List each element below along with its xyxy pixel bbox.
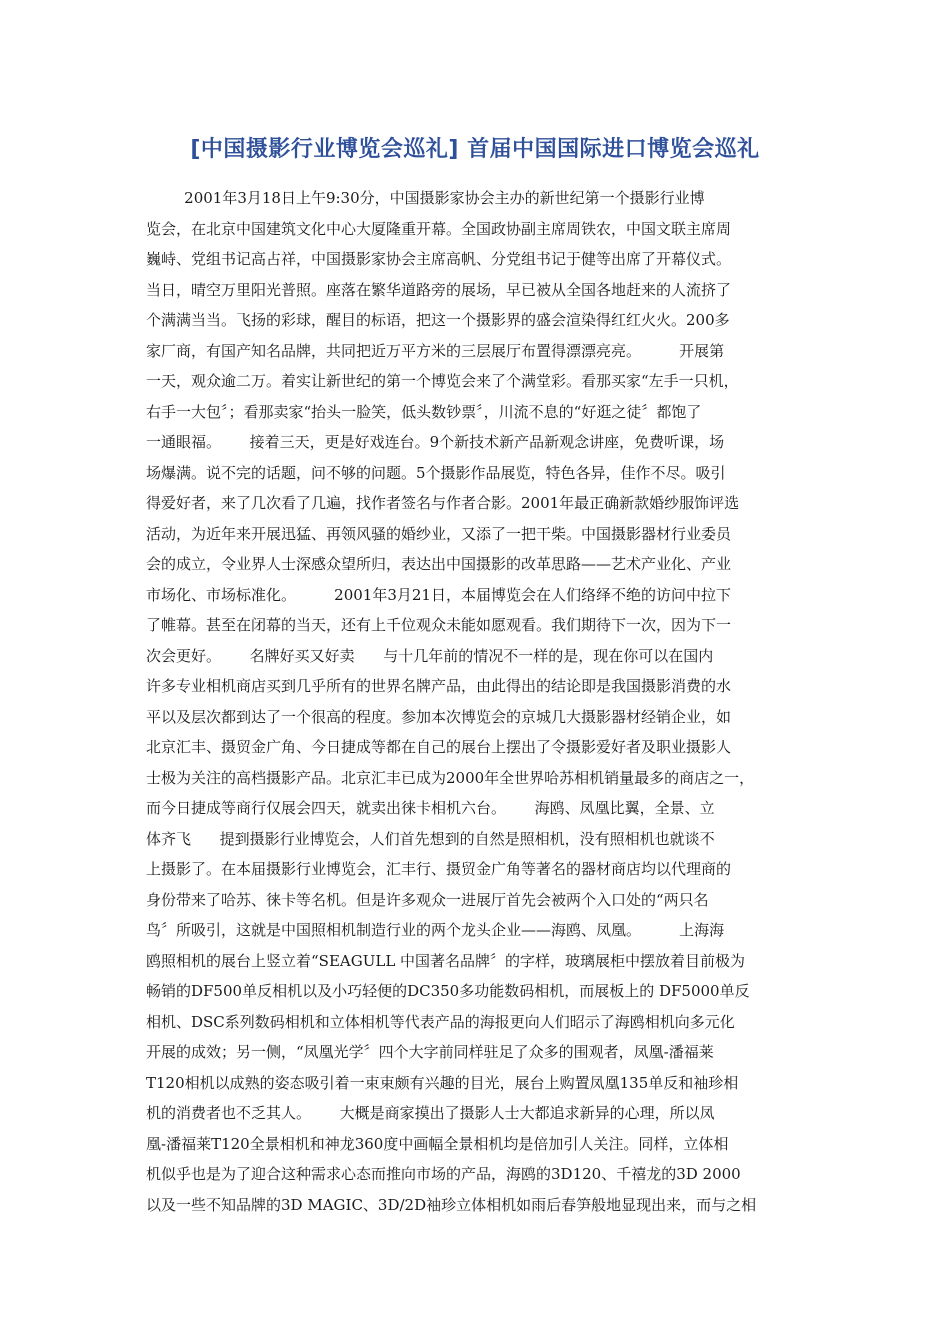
text-line: 览会，在北京中国建筑文化中心大厦隆重开幕。全国政协副主席周铁农，中国文联主席周 <box>146 219 732 238</box>
article-body <box>146 183 816 1220</box>
text-line: 一通眼福。 接着三天，更是好戏连台。9个新技术新产品新观念讲座，免费听课，场 <box>146 433 725 451</box>
text-line: 机似乎也是为了迎合这种需求心态而推向市场的产品，海鸥的3D120、千禧龙的3D 2000 <box>146 1165 741 1183</box>
text-line: 鸟〞所吸引，这就是中国照相机制造行业的两个龙头企业——海鸥、凤凰。 上海海 <box>146 921 725 939</box>
text-line: 机的消费者也不乏其人。 大概是商家摸出了摄影人士大都追求新异的心理，所以凤 <box>146 1104 715 1122</box>
text-line: 活动，为近年来开展迅猛、再领风骚的婚纱业，又添了一把干柴。中国摄影器材行业委员 <box>146 524 732 543</box>
text-line: 当日，晴空万里阳光普照。座落在繁华道路旁的展场，早已被从全国各地赶来的人流挤了 <box>146 280 732 299</box>
page-title: [中国摄影行业博览会巡礼] 首届中国国际进口博览会巡礼 <box>190 137 760 162</box>
text-line: 2001年3月18日上午9:30分，中国摄影家协会主办的新世纪第一个摄影行业博 <box>146 189 705 207</box>
text-line: 士极为关注的高档摄影产品。北京汇丰已成为2000年全世界哈苏相机销量最多的商店之一， <box>146 768 755 787</box>
text-line: 巍峙、党组书记高占祥，中国摄影家协会主席高帆、分党组书记于健等出席了开幕仪式。 <box>146 250 732 268</box>
text-line: 右手一大包〞；看那卖家“抬头一脸笑，低头数钞票〞，川流不息的“好逛之徒〞都饱了 <box>146 402 702 421</box>
text-line: 平以及层次都到达了一个很高的程度。参加本次博览会的京城几大摄影器材经销企业，如 <box>146 707 732 726</box>
text-line: 北京汇丰、摄贸金广角、今日捷成等都在自己的展台上摆出了令摄影爱好者及职业摄影人 <box>146 738 732 756</box>
text-line: 以及一些不知品牌的3D MAGIC、3D/2D袖珍立体相机如雨后春笋般地显现出来，而与之相 <box>146 1195 757 1214</box>
text-line: 上摄影了。在本届摄影行业博览会，汇丰行、摄贸金广角等著名的器材商店均以代理商的 <box>146 860 732 878</box>
text-line: 体齐飞 提到摄影行业博览会，人们首先想到的自然是照相机，没有照相机也就谈不 <box>146 829 715 848</box>
text-line: 畅销的DF500单反相机以及小巧轻便的DC350多功能数码相机，而展板上的 DF5000单反 <box>146 982 750 1000</box>
text-line: 而今日捷成等商行仅展会四天，就卖出徕卡相机六台。 海鸥、凤凰比翼，全景、立 <box>146 799 715 817</box>
text-line: 市场化、市场标准化。 2001年3月21日，本届博览会在人们络绎不绝的访问中拉下 <box>146 585 731 604</box>
text-line: 身份带来了哈苏、徕卡等名机。但是许多观众一进展厅首先会被两个入口处的“两只名 <box>146 890 709 909</box>
text-line: 会的成立，令业界人士深感众望所归，表达出中国摄影的改革思路——艺术产业化、产业 <box>146 555 732 573</box>
text-line: 了帷幕。甚至在闭幕的当天，还有上千位观众未能如愿观看。我们期待下一次，因为下一 <box>146 616 732 634</box>
text-line: 相机、DSC系列数码相机和立体相机等代表产品的海报更向人们昭示了海鸥相机向多元化 <box>146 1012 735 1031</box>
text-line: 个满满当当。飞扬的彩球，醒目的标语，把这一个摄影界的盛会渲染得红红火火。200多 <box>146 311 730 329</box>
text-line: 开展的成效；另一侧，“凤凰光学〞四个大字前同样驻足了众多的围观者，凤凰-潘福莱 <box>146 1043 714 1061</box>
text-line: 鸥照相机的展台上竖立着“SEAGULL 中国著名品牌〞的字样，玻璃展柜中摆放着目前极为 <box>146 951 746 970</box>
text-line: 场爆满。说不完的话题，问不够的问题。5个摄影作品展览，特色各异，佳作不尽。吸引 <box>146 463 726 482</box>
text-line: 家厂商，有国产知名品牌，共同把近万平方米的三层展厅布置得漂漂亮亮。 开展第 <box>146 341 725 360</box>
text-line: T120相机以成熟的姿态吸引着一束束颇有兴趣的目光，展台上购置凤凰135单反和袖珍相 <box>146 1073 739 1092</box>
text-line: 得爱好者，来了几次看了几遍，找作者签名与作者合影。2001年最正确新款婚纱服饰评选 <box>146 494 740 512</box>
text-line: 许多专业相机商店买到几乎所有的世界名牌产品，由此得出的结论即是我国摄影消费的水 <box>146 677 732 695</box>
text-line: 一天，观众逾二万。着实让新世纪的第一个博览会来了个满堂彩。看那买家“左手一只机， <box>146 372 739 390</box>
text-line: 凰-潘福莱T120全景相机和神龙360度中画幅全景相机均是倍加引人关注。同样，立体相 <box>146 1134 729 1153</box>
text-line: 次会更好。 名牌好买又好卖 与十几年前的情况不一样的是，现在你可以在国内 <box>146 646 714 665</box>
